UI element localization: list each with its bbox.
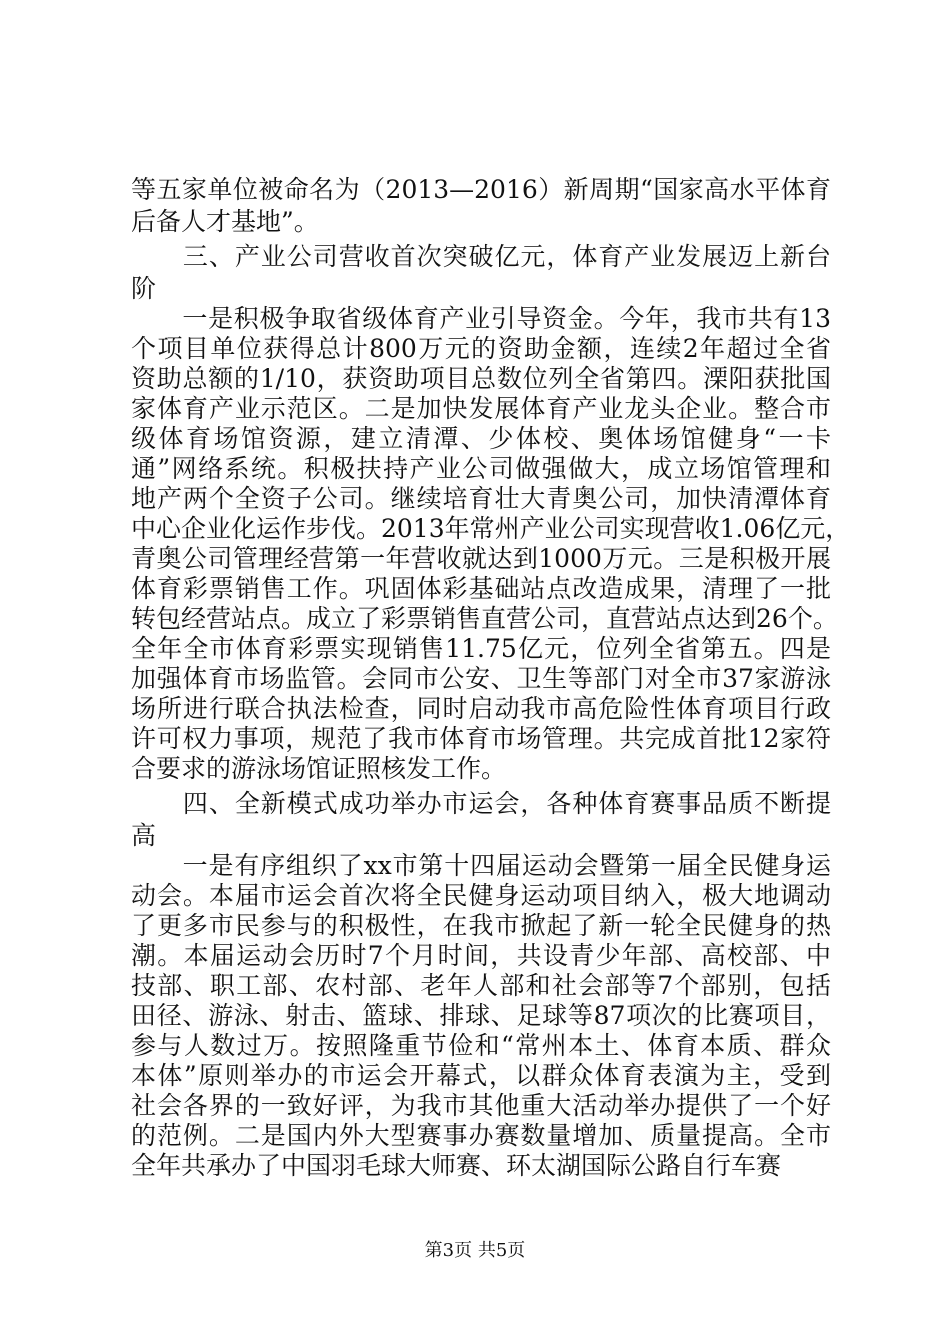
text-line: 一是积极争取省级体育产业引导资金。今年，我市共有13 — [131, 304, 831, 333]
text-line: 参与人数过万。按照隆重节俭和“常州本土、体育本质、群众 — [131, 1031, 831, 1060]
text-line: 社会各界的一致好评，为我市其他重大活动举办提供了一个好 — [131, 1091, 831, 1120]
text-line: 青奥公司管理经营第一年营收就达到1000万元。三是积极开展 — [131, 544, 831, 573]
text-line: 资助总额的1/10，获资助项目总数位列全省第四。溧阳获批国 — [131, 364, 831, 393]
text-line: 地产两个全资子公司。继续培育壮大青奥公司，加快清潭体育 — [131, 484, 831, 513]
text-line: 合要求的游泳场馆证照核发工作。 — [131, 754, 507, 783]
section-heading-line: 三、产业公司营收首次突破亿元，体育产业发展迈上新台 — [131, 242, 831, 271]
text-line: 后备人才基地”。 — [131, 207, 319, 236]
text-line: 了更多市民参与的积极性，在我市掀起了新一轮全民健身的热 — [131, 911, 831, 940]
text-line: 一是有序组织了xx市第十四届运动会暨第一届全民健身运 — [131, 851, 831, 880]
text-line: 加强体育市场监管。会同市公安、卫生等部门对全市37家游泳 — [131, 664, 831, 693]
section-heading-line: 四、全新模式成功举办市运会，各种体育赛事品质不断提 — [131, 789, 831, 818]
text-line: 个项目单位获得总计800万元的资助金额，连续2年超过全省 — [131, 334, 831, 363]
text-line: 中心企业化运作步伐。2013年常州产业公司实现营收1.06亿元， — [131, 514, 851, 543]
page-number-footer: 第3页 共5页 — [424, 1240, 526, 1261]
section-heading-line: 阶 — [131, 274, 157, 303]
text-line: 的范例。二是国内外大型赛事办赛数量增加、质量提高。全市 — [131, 1121, 831, 1150]
text-line: 通”网络系统。积极扶持产业公司做强做大，成立场馆管理和 — [131, 454, 831, 483]
text-line: 田径、游泳、射击、篮球、排球、足球等87项次的比赛项目， — [131, 1001, 831, 1030]
section-heading-line: 高 — [131, 821, 157, 850]
text-line: 级体育场馆资源，建立清潭、少体校、奥体场馆健身“一卡 — [131, 424, 831, 453]
text-line: 潮。本届运动会历时7个月时间，共设青少年部、高校部、中 — [131, 941, 831, 970]
text-line: 等五家单位被命名为（2013—2016）新周期“国家高水平体育 — [131, 175, 831, 204]
text-line: 动会。本届市运会首次将全民健身运动项目纳入，极大地调动 — [131, 881, 831, 910]
text-line: 许可权力事项，规范了我市体育市场管理。共完成首批12家符 — [131, 724, 831, 753]
text-line: 家体育产业示范区。二是加快发展体育产业龙头企业。整合市 — [131, 394, 831, 423]
text-line: 体育彩票销售工作。巩固体彩基础站点改造成果，清理了一批 — [131, 574, 831, 603]
text-line: 技部、职工部、农村部、老年人部和社会部等7个部别，包括 — [131, 971, 831, 1000]
text-line: 场所进行联合执法检查，同时启动我市高危险性体育项目行政 — [131, 694, 831, 723]
text-line: 全年全市体育彩票实现销售11.75亿元，位列全省第五。四是 — [131, 634, 831, 663]
text-line: 转包经营站点。成立了彩票销售直营公司，直营站点达到26个。 — [131, 604, 838, 633]
text-line: 全年共承办了中国羽毛球大师赛、环太湖国际公路自行车赛 — [131, 1151, 782, 1180]
text-line: 本体”原则举办的市运会开幕式，以群众体育表演为主，受到 — [131, 1061, 831, 1090]
